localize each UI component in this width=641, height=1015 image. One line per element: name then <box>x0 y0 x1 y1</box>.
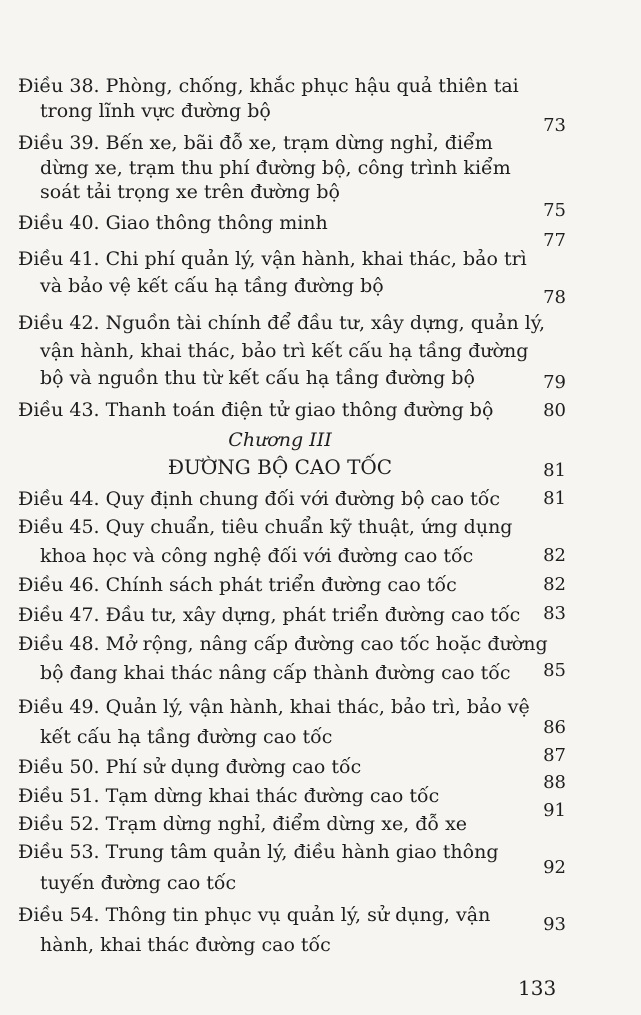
toc-entry-39-line-1: Điều 39. Bến xe, bãi đỗ xe, trạm dừng nghỉ, điểm <box>18 132 493 154</box>
toc-entry-40-line-1: Điều 40. Giao thông thông minh <box>18 212 328 234</box>
toc-entry-41-line-2: và bảo vệ kết cấu hạ tầng đường bộ <box>40 275 384 297</box>
toc-entry-39-line-3: soát tải trọng xe trên đường bộ <box>40 181 340 203</box>
toc-entry-47-line-1: Điều 47. Đầu tư, xây dựng, phát triển đường cao tốc <box>18 604 521 626</box>
toc-entry-53-page: 92 <box>543 857 566 878</box>
toc-entry-42-line-2: vận hành, khai thác, bảo trì kết cấu hạ tầng đường <box>40 340 529 362</box>
toc-entry-54-page: 93 <box>543 914 566 935</box>
toc-entry-50-page: 87 <box>543 745 566 766</box>
toc-entry-49-line-1: Điều 49. Quản lý, vận hành, khai thác, bảo trì, bảo vệ <box>18 696 530 718</box>
toc-entry-54-line-1: Điều 54. Thông tin phục vụ quản lý, sử dụng, vận <box>18 904 491 926</box>
toc-entry-45-line-2: khoa học và công nghệ đối với đường cao tốc <box>40 545 474 567</box>
toc-entry-45-line-1: Điều 45. Quy chuẩn, tiêu chuẩn kỹ thuật, ứng dụng <box>18 516 513 538</box>
toc-entry-38-line-2: trong lĩnh vực đường bộ <box>40 100 271 122</box>
toc-entry-48-line-1: Điều 48. Mở rộng, nâng cấp đường cao tốc hoặc đường <box>18 633 548 655</box>
toc-entry-49-page: 86 <box>543 717 566 738</box>
toc-entry-38-line-1: Điều 38. Phòng, chống, khắc phục hậu quả thiên tai <box>18 75 519 97</box>
toc-entry-53-line-2: tuyến đường cao tốc <box>40 872 237 894</box>
toc-entry-52-page: 91 <box>543 800 566 821</box>
toc-entry-39-page: 75 <box>543 200 566 221</box>
chapter-number: Chương III <box>228 429 332 451</box>
toc-entry-40-page: 77 <box>543 230 566 251</box>
toc-entry-41-page: 78 <box>543 287 566 308</box>
toc-entry-42-line-1: Điều 42. Nguồn tài chính để đầu tư, xây dựng, quản lý, <box>18 312 546 334</box>
chapter-page: 81 <box>543 460 566 481</box>
toc-entry-45-page: 82 <box>543 545 566 566</box>
toc-entry-50-line-1: Điều 50. Phí sử dụng đường cao tốc <box>18 756 362 778</box>
toc-entry-43-line-1: Điều 43. Thanh toán điện tử giao thông đường bộ <box>18 399 494 421</box>
page-number: 133 <box>518 976 557 1000</box>
toc-entry-51-line-1: Điều 51. Tạm dừng khai thác đường cao tốc <box>18 785 440 807</box>
toc-entry-42-line-3: bộ và nguồn thu từ kết cấu hạ tầng đường bộ <box>40 367 475 389</box>
toc-entry-39-line-2: dừng xe, trạm thu phí đường bộ, công trình kiểm <box>40 157 511 179</box>
toc-entry-53-line-1: Điều 53. Trung tâm quản lý, điều hành giao thông <box>18 841 499 863</box>
toc-entry-46-line-1: Điều 46. Chính sách phát triển đường cao tốc <box>18 574 457 596</box>
toc-entry-49-line-2: kết cấu hạ tầng đường cao tốc <box>40 726 333 748</box>
toc-entry-54-line-2: hành, khai thác đường cao tốc <box>40 934 331 956</box>
toc-entry-43-page: 80 <box>543 400 566 421</box>
toc-entry-38-page: 73 <box>543 115 566 136</box>
toc-entry-41-line-1: Điều 41. Chi phí quản lý, vận hành, khai thác, bảo trì <box>18 248 527 270</box>
toc-entry-44-line-1: Điều 44. Quy định chung đối với đường bộ cao tốc <box>18 488 500 510</box>
toc-entry-51-page: 88 <box>543 772 566 793</box>
toc-entry-44-page: 81 <box>543 488 566 509</box>
toc-entry-48-line-2: bộ đang khai thác nâng cấp thành đường cao tốc <box>40 662 511 684</box>
chapter-title: ĐƯỜNG BỘ CAO TỐC <box>167 455 393 479</box>
toc-entry-46-page: 82 <box>543 574 566 595</box>
toc-entry-52-line-1: Điều 52. Trạm dừng nghỉ, điểm dừng xe, đỗ xe <box>18 813 468 835</box>
toc-entry-47-page: 83 <box>543 603 566 624</box>
toc-entry-48-page: 85 <box>543 660 566 681</box>
toc-entry-42-page: 79 <box>543 372 566 393</box>
